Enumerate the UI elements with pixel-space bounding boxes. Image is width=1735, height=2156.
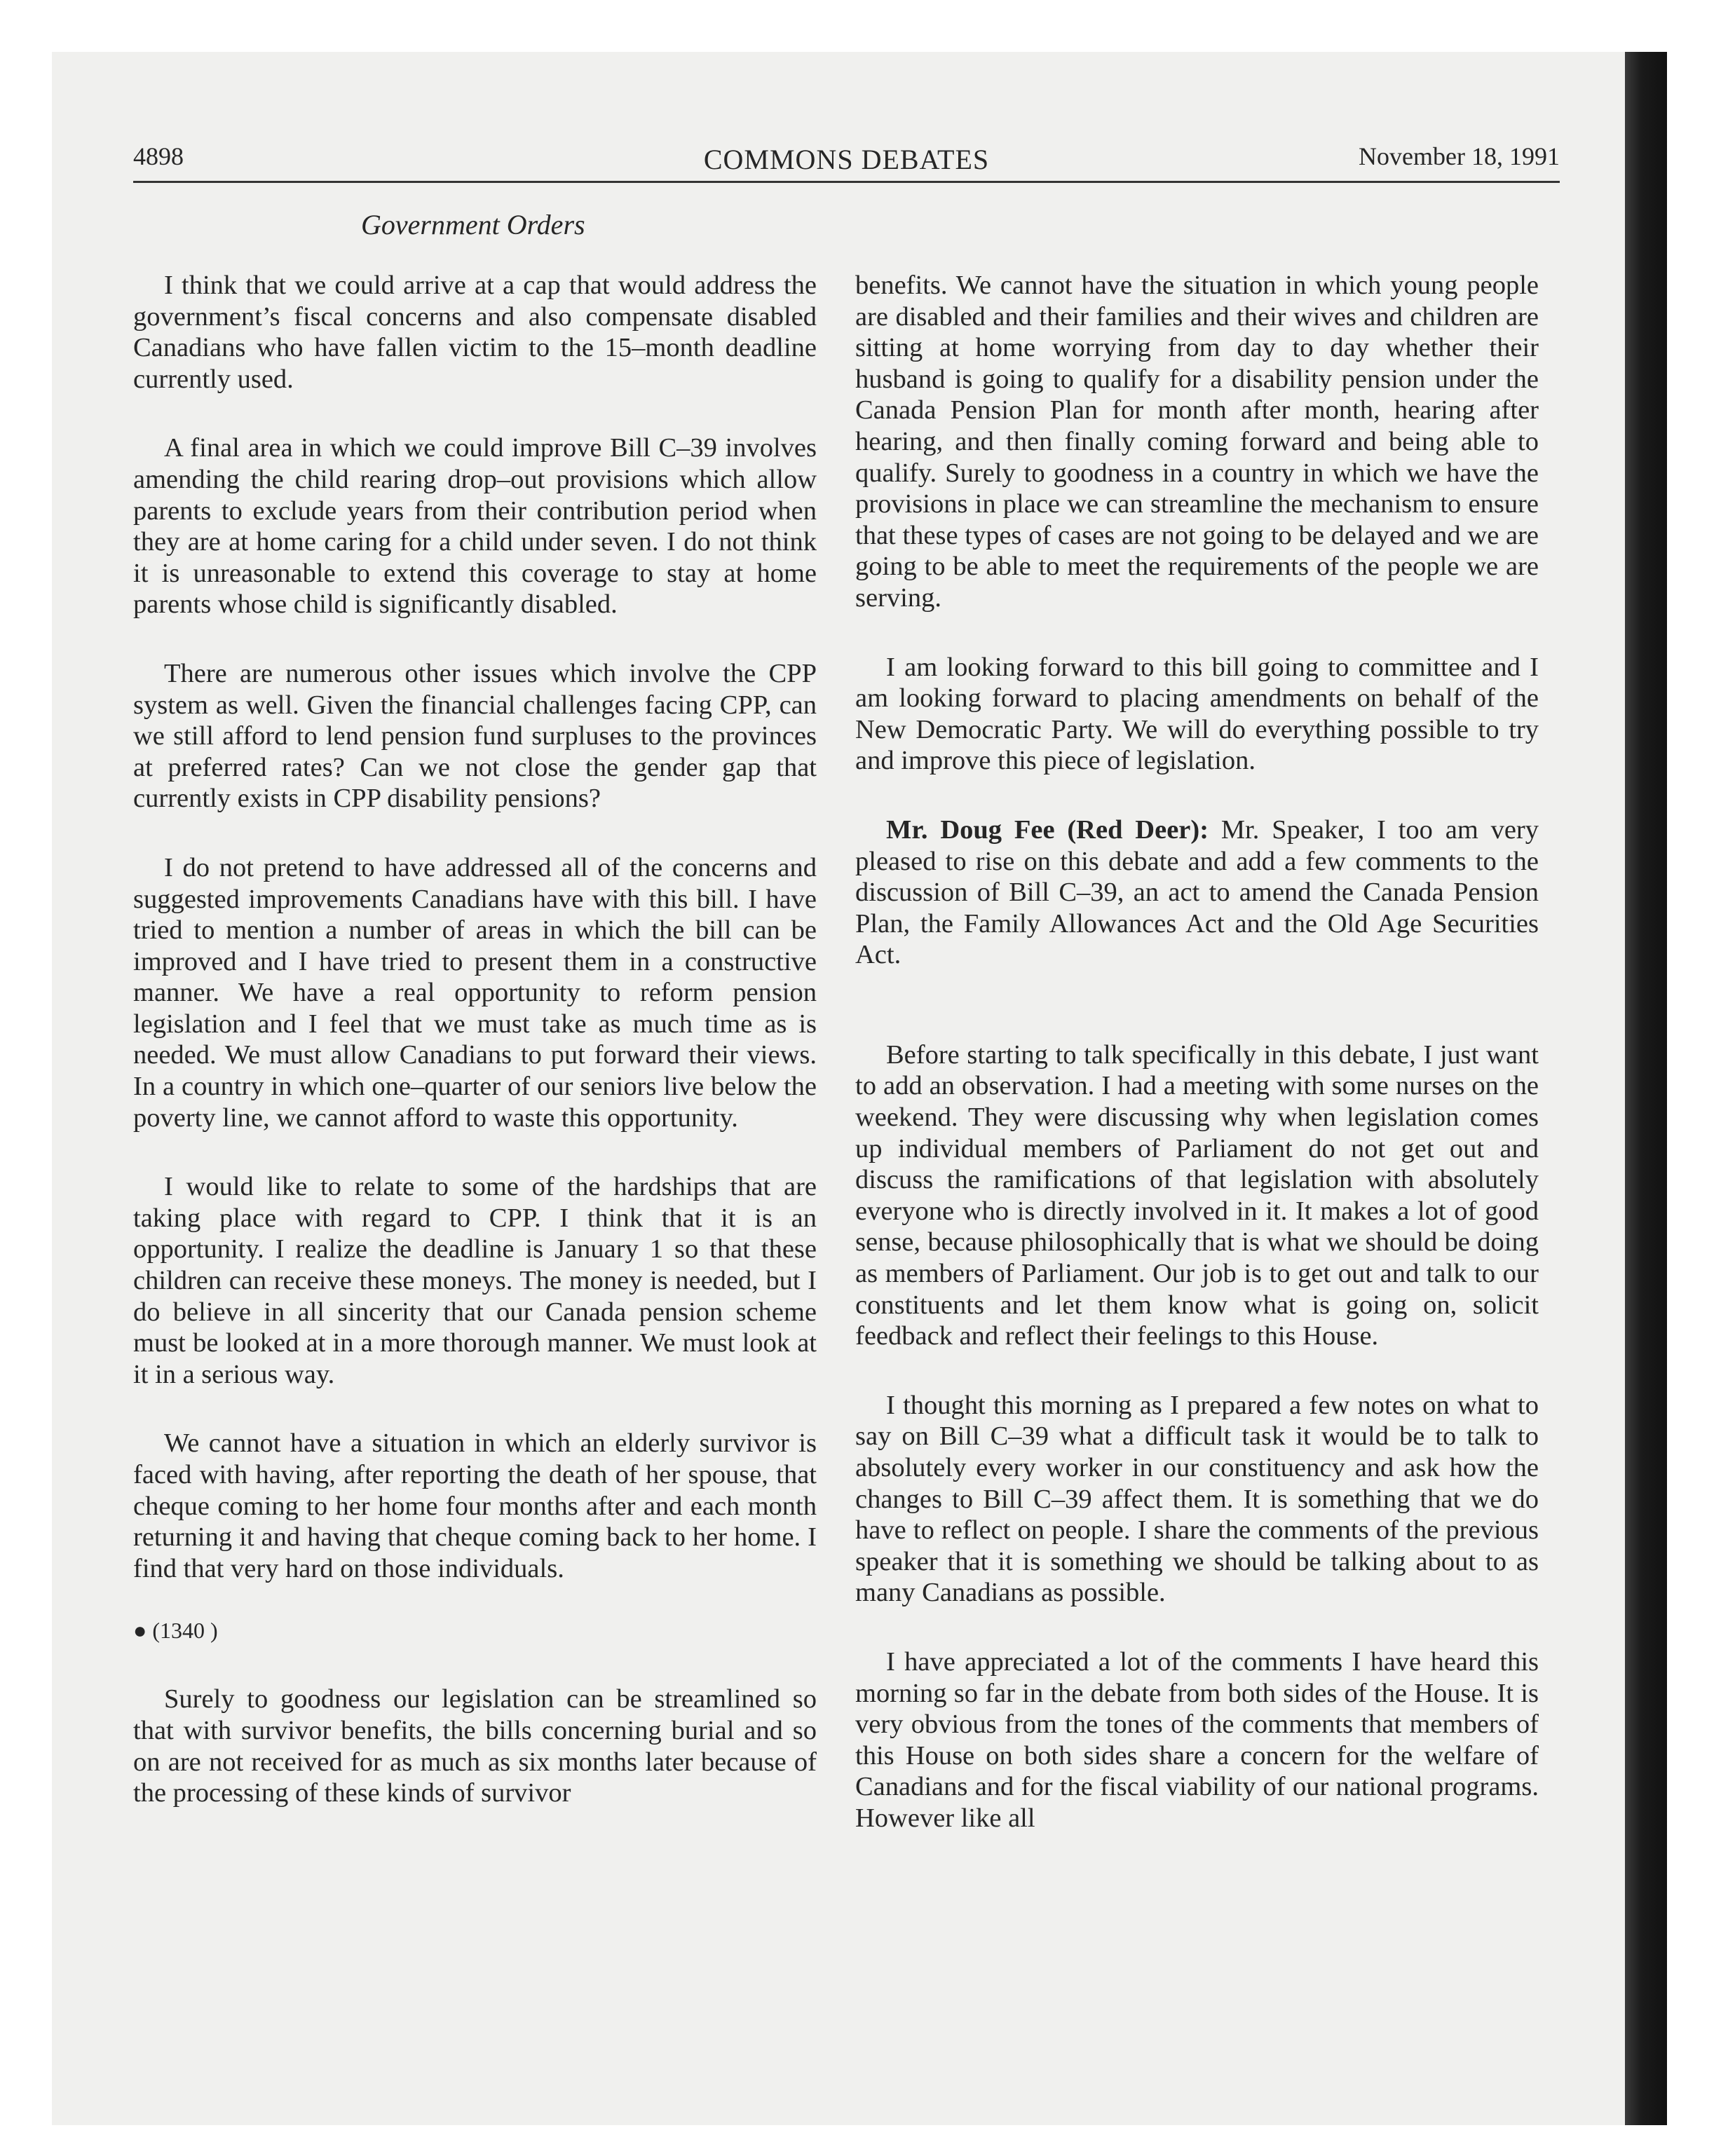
speech-paragraph — [855, 814, 1539, 971]
paragraph: Surely to goodness our legislation can be streamlined so that with survivor benefits, the bills concerning burial and so on are not received for as much as six months later because of the processing of these kinds of survivor — [133, 1684, 817, 1808]
paragraph: There are numerous other issues which involve the CPP system as well. Given the financial challenges facing CPP, can we still afford to lend pension fund surpluses to the provinces at preferred rates? Can we not close the gender gap that currently exists in CPP disability pensions? — [133, 658, 817, 814]
running-header — [133, 140, 1560, 183]
speaker-name: Mr. Doug Fee (Red Deer): — [886, 814, 1209, 845]
section-heading: Government Orders — [361, 209, 585, 240]
page-number: 4898 — [133, 142, 184, 170]
paragraph: Before starting to talk specifically in this debate, I just want to add an observation. I had a meeting with some nurses on the weekend. They were discussing why when legislation comes up individual members of Parliament do not get out and discuss the ramifications of that legislation with absolutely everyone who is directly involved in it. It makes a lot of good sense, because philosophically that is what we should be doing as members of Parliament. Our job is to get out and talk to our constituents and let them know what is going on, solicit feedback and reflect their feelings to this House. — [855, 1039, 1539, 1351]
scan-edge-shadow — [1625, 52, 1667, 2125]
right-column — [855, 270, 1539, 1834]
journal-title: COMMONS DEBATES — [703, 144, 990, 175]
paragraph: A final area in which we could improve Bill C–39 involves amending the child rearing drop–out provisions which allow parents to exclude years from their contribution period when they are at home caring for a child under seven. I do not think it is unreasonable to extend this coverage to stay at home parents whose child is significantly disabled. — [133, 433, 817, 620]
paragraph: benefits. We cannot have the situation in which young people are disabled and their families and their wives and children are sitting at home worrying from day to day whether their husband is going to qualify for a disability pension under the Canada Pension Plan for month after month, hearing after hearing, and then finally coming forward and being able to qualify. Surely to goodness in a country in which we have the provisions in place we can streamline the mechanism to ensure that these types of cases are not going to be delayed and we are going to be able to meet the requirements of the people we are serving. — [855, 271, 1539, 613]
time-stamp: ● (1340 ) — [133, 1618, 218, 1644]
document-page — [133, 140, 1560, 1833]
speech-text: Mr. Speaker, I too am very pleased to rise on this debate and add a few comments to the discussion of Bill C–39, an act to amend the Canada Pension Plan, the Family Allowances Act and the Old Age Securities Act. — [855, 814, 1539, 970]
paragraph: I thought this morning as I prepared a few notes on what to say on Bill C–39 what a difficult task it would be to talk to absolutely every worker in our constituency and ask how the changes to Bill C–39 affect them. It is something that we do have to reflect on people. I share the comments of the previous speaker that it is something we should be talking about to as many Canadians as possible. — [855, 1390, 1539, 1608]
paragraph: I have appreciated a lot of the comments I have heard this morning so far in the debate from both sides of the House. It is very obvious from the tones of the comments that members of this House on both sides share a concern for the welfare of Canadians and for the fiscal viability of our national programs. However like all — [855, 1646, 1539, 1833]
paragraph: I do not pretend to have addressed all of the concerns and suggested improvements Canadians have with this bill. I have tried to mention a number of areas in which the bill can be improved and I have tried to present them in a constructive manner. We have a real opportunity to reform pension legislation and I feel that we must take as much time as is needed. We must allow Canadians to put forward their views. In a country in which one–quarter of our seniors live below the poverty line, we cannot afford to waste this opportunity. — [133, 852, 817, 1133]
debate-date: November 18, 1991 — [1359, 142, 1560, 170]
paragraph: I am looking forward to this bill going to committee and I am looking forward to placing amendments on behalf of the New Democratic Party. We will do everything possible to try and improve this piece of legislation. — [855, 652, 1539, 776]
paragraph: I think that we could arrive at a cap that would address the government’s fiscal concerns and also compensate disabled Canadians who have fallen victim to the 15–month deadline currently used. — [133, 271, 817, 394]
paragraph: I would like to relate to some of the hardships that are taking place with regard to CPP. I think that it is an opportunity. I realize the deadline is January 1 so that these children can receive these moneys. The money is needed, but I do believe in all sincerity that our Canada pension scheme must be looked at in a more thorough manner. We must look at it in a serious way. — [133, 1172, 817, 1389]
paragraph: We cannot have a situation in which an elderly survivor is faced with having, after reporting the death of her spouse, that cheque coming to her home four months after and each month returning it and having that cheque coming back to her home. I find that very hard on those individuals. — [133, 1428, 817, 1583]
left-column — [133, 210, 817, 1809]
